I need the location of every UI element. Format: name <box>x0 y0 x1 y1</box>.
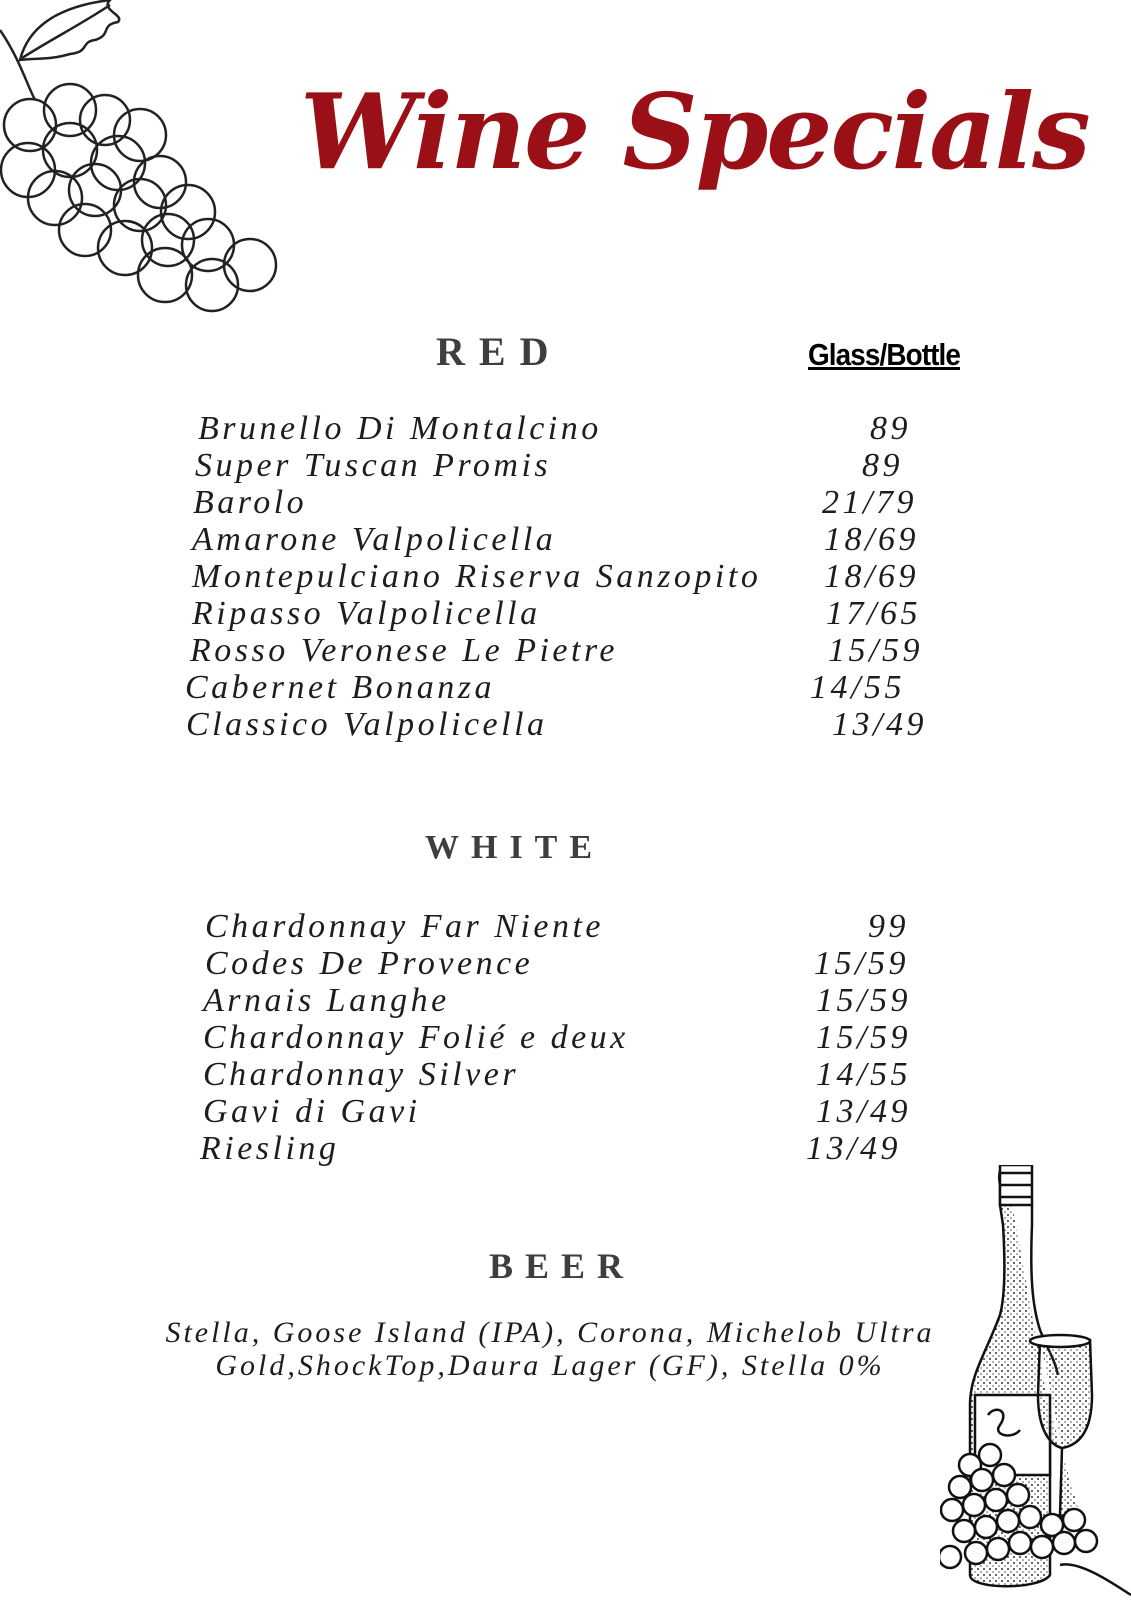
wine-name: Montepulciano Riserva Sanzopito <box>192 558 762 595</box>
wine-price: 13/49 <box>806 1130 901 1167</box>
wine-price: 15/59 <box>816 1019 911 1056</box>
wine-name: Amarone Valpolicella <box>192 521 557 558</box>
list-item <box>0 908 1131 945</box>
beer-list-line-1: Stella, Goose Island (IPA), Corona, Michelob Ultra <box>165 1316 935 1349</box>
wine-name: Gavi di Gavi <box>203 1093 421 1130</box>
wine-price: 13/49 <box>816 1093 911 1130</box>
wine-name: Chardonnay Folié e deux <box>203 1019 629 1056</box>
wine-name: Brunello Di Montalcino <box>198 410 602 447</box>
list-item <box>0 1056 1131 1093</box>
wine-price: 14/55 <box>816 1056 911 1093</box>
wine-price: 15/59 <box>814 945 909 982</box>
wine-name: Cabernet Bonanza <box>185 669 496 706</box>
grape-bunch-illustration <box>0 0 290 320</box>
wine-name: Rosso Veronese Le Pietre <box>190 632 619 669</box>
beer-list-line-2: Gold,ShockTop,Daura Lager (GF), Stella 0% <box>215 1349 885 1382</box>
wine-name: Super Tuscan Promis <box>195 447 552 484</box>
wine-name: Barolo <box>193 484 308 521</box>
list-item <box>0 945 1131 982</box>
list-item <box>0 1019 1131 1056</box>
wine-price: 18/69 <box>824 521 919 558</box>
wine-price: 17/65 <box>826 595 921 632</box>
list-item <box>0 982 1131 1019</box>
wine-price: 99 <box>868 908 909 945</box>
list-item <box>0 410 1131 447</box>
page-title: Wine Specials <box>300 70 1089 193</box>
wine-price: 15/59 <box>828 632 923 669</box>
white-wine-list <box>0 908 1131 1167</box>
wine-price: 15/59 <box>816 982 911 1019</box>
wine-name: Classico Valpolicella <box>186 706 548 743</box>
wine-name: Ripasso Valpolicella <box>192 595 541 632</box>
wine-price: 14/55 <box>810 669 905 706</box>
wine-price: 21/79 <box>822 484 917 521</box>
wine-name: Chardonnay Far Niente <box>205 908 604 945</box>
wine-price: 89 <box>870 410 911 447</box>
list-item <box>0 1093 1131 1130</box>
list-item <box>0 706 1131 743</box>
red-heading: RED <box>436 329 563 374</box>
wine-price: 18/69 <box>824 558 919 595</box>
list-item <box>0 447 1131 484</box>
list-item <box>0 521 1131 558</box>
list-item <box>0 632 1131 669</box>
wine-name: Riesling <box>200 1130 340 1167</box>
list-item <box>0 595 1131 632</box>
wine-name: Chardonnay Silver <box>203 1056 520 1093</box>
white-heading: WHITE <box>425 829 605 866</box>
wine-name: Arnais Langhe <box>203 982 450 1019</box>
list-item <box>0 1130 1131 1167</box>
list-item <box>0 558 1131 595</box>
list-item <box>0 484 1131 521</box>
list-item <box>0 669 1131 706</box>
wine-price: 89 <box>862 447 903 484</box>
red-wine-list <box>0 410 1131 743</box>
wine-price: 13/49 <box>832 706 927 743</box>
wine-bottle-glass-illustration <box>940 1165 1131 1600</box>
beer-heading: BEER <box>489 1246 636 1286</box>
glass-bottle-header: Glass/Bottle <box>808 337 961 372</box>
wine-name: Codes De Provence <box>205 945 534 982</box>
